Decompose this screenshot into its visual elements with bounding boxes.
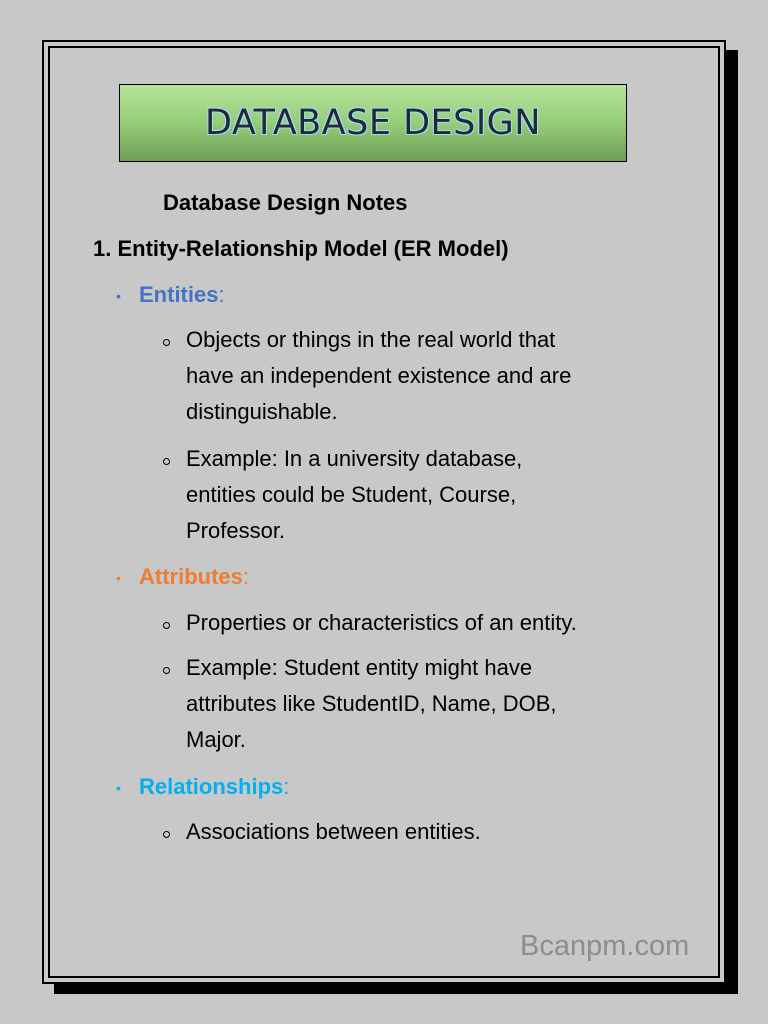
document-title: DATABASE DESIGN: [205, 103, 541, 143]
notes-subtitle: Database Design Notes: [163, 190, 408, 215]
entities-label: Entities: [139, 282, 219, 307]
bullet-icon: •: [116, 570, 121, 586]
attributes-heading: [139, 559, 249, 595]
text-line: entities could be Student, Course,: [186, 482, 517, 507]
ring-bullet-icon: [163, 831, 170, 838]
bullet-icon: •: [116, 780, 121, 796]
relationships-colon: :: [283, 774, 290, 799]
attributes-label: Attributes: [139, 564, 243, 589]
text-line: Example: Student entity might have: [186, 655, 533, 680]
relationships-heading: [139, 769, 289, 805]
attributes-colon: :: [242, 564, 250, 589]
text-line: attributes like StudentID, Name, DOB,: [186, 691, 557, 716]
ring-bullet-icon: [163, 458, 170, 465]
text-line: distinguishable.: [186, 399, 338, 424]
text-line: Associations between entities.: [186, 819, 481, 844]
bullet-icon: •: [116, 288, 121, 304]
title-banner: [119, 84, 627, 162]
text-line: Objects or things in the real world that: [186, 327, 556, 352]
entities-heading: [139, 277, 225, 313]
text-line: have an independent existence and are: [186, 363, 572, 388]
text-line: Properties or characteristics of an entity.: [186, 610, 577, 635]
ring-bullet-icon: [163, 667, 170, 674]
text-line: Major.: [186, 727, 246, 752]
ring-bullet-icon: [163, 339, 170, 346]
relationships-label: Relationships: [139, 774, 284, 799]
entities-colon: :: [218, 282, 225, 307]
watermark: Bcanpm.com: [520, 930, 690, 962]
section-heading: 1. Entity-Relationship Model (ER Model): [93, 236, 509, 261]
ring-bullet-icon: [163, 622, 170, 629]
text-line: Professor.: [186, 518, 286, 543]
text-line: Example: In a university database,: [186, 446, 523, 471]
